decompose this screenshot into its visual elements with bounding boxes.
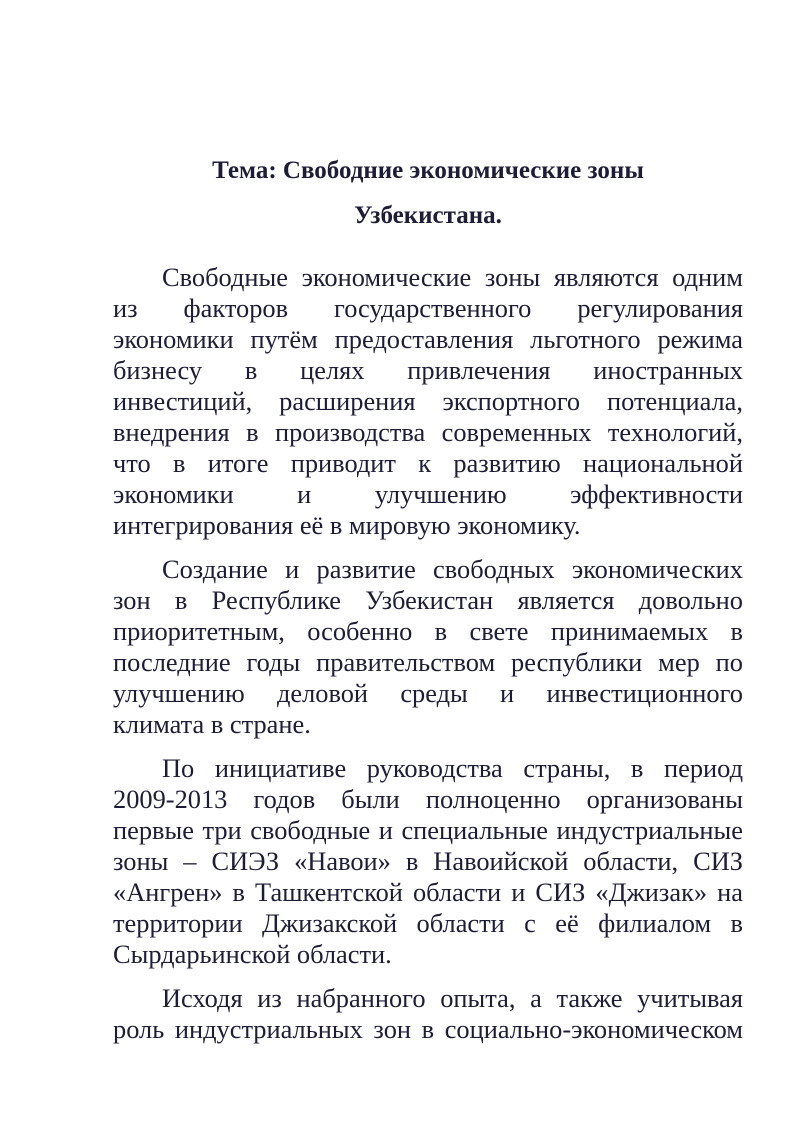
text-line: улучшению деловой среды и инвестиционного [113, 678, 743, 708]
text-line: внедрения в производства современных технологий, [113, 417, 743, 447]
text-line: последние годы правительством республики мер по [113, 647, 743, 677]
document-title-line-1: Тема: Свободние экономические зоны [212, 157, 644, 184]
text-line: зон в Республике Узбекистан является довольно [113, 585, 743, 615]
text-line: Исходя из набранного опыта, а также учитывая [162, 983, 743, 1013]
text-line: 2009-2013 годов были полноценно организованы [113, 784, 743, 814]
text-line: По инициативе руководства страны, в период [162, 753, 743, 783]
text-line: бизнесу в целях привлечения иностранных [113, 355, 743, 385]
text-line: интегрирования её в мировую экономику. [113, 510, 581, 540]
text-line: первые три свободные и специальные индустриальные [113, 815, 743, 845]
paragraph-2 [113, 554, 743, 740]
text-line: зоны – СИЭЗ «Навои» в Навоийской области, СИЗ [113, 846, 743, 876]
text-line: Создание и развитие свободных экономических [162, 554, 743, 584]
text-line: из факторов государственного регулирования [113, 293, 743, 323]
paragraph-3 [113, 753, 743, 970]
document-title-line-2: Узбекистана. [354, 202, 502, 229]
document-body [113, 262, 743, 1058]
text-line: экономики путём предоставления льготного режима [113, 324, 743, 354]
paragraph-1 [113, 262, 743, 541]
text-line: территории Джизакской области с её филиалом в [113, 908, 743, 938]
text-line: инвестиций, расширения экспортного потенциала, [113, 386, 743, 416]
paragraph-4 [113, 983, 743, 1045]
text-line: «Ангрен» в Ташкентской области и СИЗ «Джизак» на [113, 877, 743, 907]
text-line: что в итоге приводит к развитию национальной [113, 448, 743, 478]
text-line: приоритетным, особенно в свете принимаемых в [113, 616, 743, 646]
text-line: климата в стране. [113, 709, 311, 739]
text-line: экономики и улучшению эффективности [113, 479, 743, 509]
text-line: роль индустриальных зон в социально-экономическом [113, 1014, 743, 1044]
text-line: Сырдарьинской области. [113, 939, 392, 969]
text-line: Свободные экономические зоны являются одним [162, 262, 743, 292]
